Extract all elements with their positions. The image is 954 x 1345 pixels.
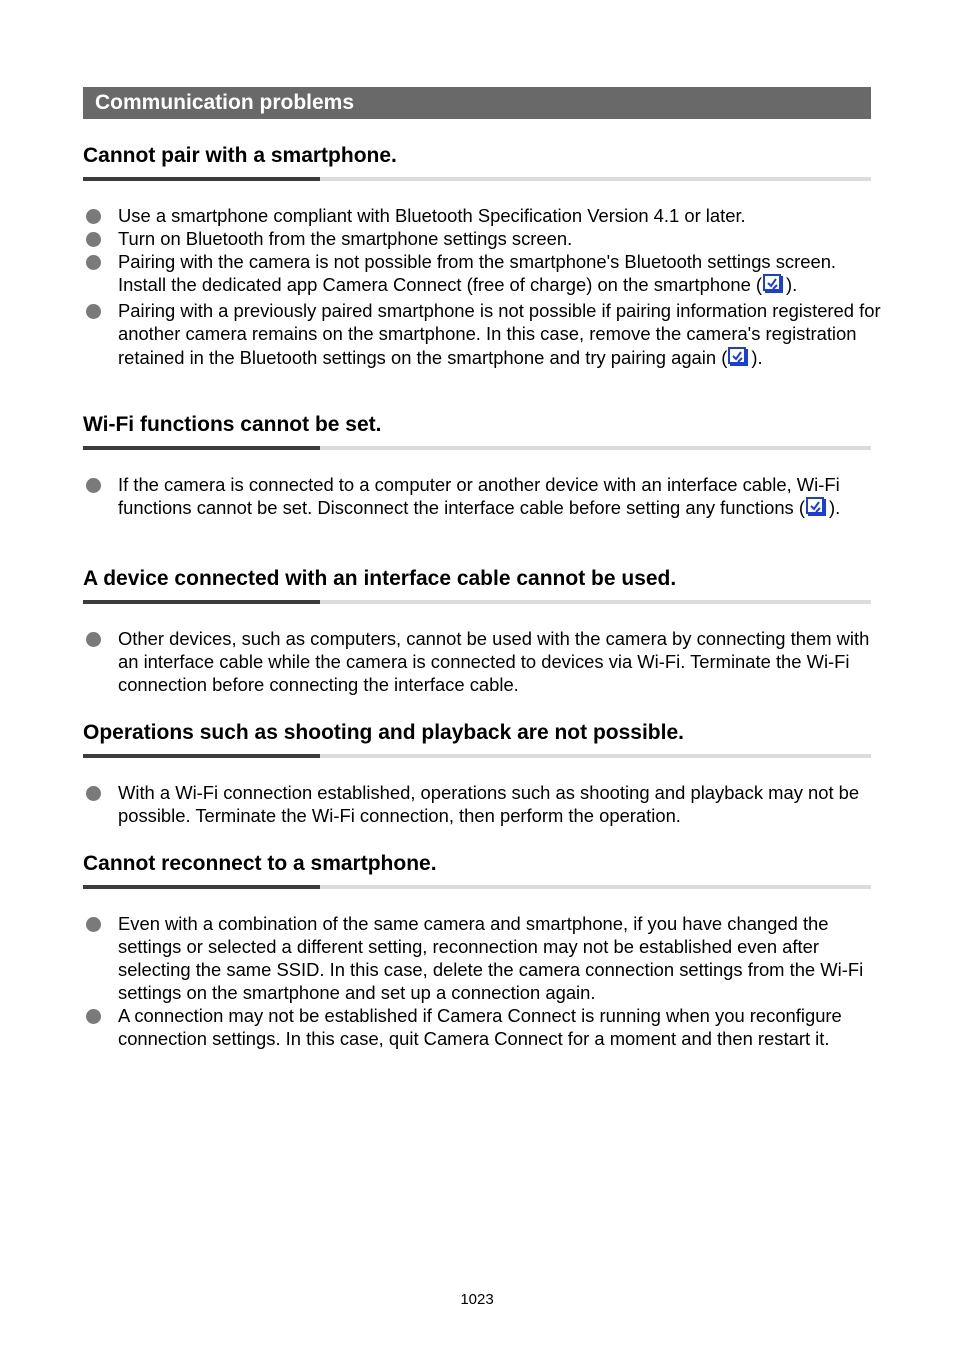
page-link-icon[interactable] [763, 274, 785, 299]
list-item: Even with a combination of the same camera and smartphone, if you have changed the settings or selected a different setting, reconnection may not be established even after selecting the same SSID. In this case, delete the camera connection settings from the Wi-Fi settings on the smartphone and set up a connection again. [83, 912, 883, 1004]
page-link-icon[interactable] [806, 497, 828, 522]
bullet-dot [86, 209, 101, 224]
topic-heading: Cannot pair with a smartphone. [83, 144, 397, 167]
bullet-dot [86, 232, 101, 247]
heading-rule [83, 446, 871, 450]
bullet-dot [86, 632, 101, 647]
bullet-list [83, 781, 883, 827]
list-item: Use a smartphone compliant with Bluetooth Specification Version 4.1 or later. [83, 204, 883, 227]
topic-heading: Cannot reconnect to a smartphone. [83, 852, 437, 875]
list-item: Turn on Bluetooth from the smartphone settings screen. [83, 227, 883, 250]
bullet-dot [86, 786, 101, 801]
list-item: If the camera is connected to a computer or another device with an interface cable, Wi-Fi functions cannot be set. Disconnect the interface cable before setting any functions ( ). [83, 473, 883, 522]
bullet-list [83, 627, 883, 696]
bullet-dot [86, 1009, 101, 1024]
bullet-dot [86, 255, 101, 270]
bullet-dot [86, 304, 101, 319]
list-item: Pairing with the camera is not possible from the smartphone's Bluetooth settings screen. Install the dedicated app Camera Connect (free of charge) on the smartphone ( ). [83, 250, 883, 299]
list-item: Pairing with a previously paired smartphone is not possible if pairing information registered for another camera remains on the smartphone. In this case, remove the camera's registration retained in the Bluetooth settings on the smartphone and try pairing again ( ). [83, 299, 883, 371]
list-item: A connection may not be established if Camera Connect is running when you reconfigure connection settings. In this case, quit Camera Connect for a moment and then restart it. [83, 1004, 883, 1050]
bullet-list [83, 912, 883, 1051]
page-link-icon[interactable] [728, 347, 750, 372]
topic-heading: A device connected with an interface cable cannot be used. [83, 567, 677, 590]
bullet-dot [86, 917, 101, 932]
list-item: Other devices, such as computers, cannot be used with the camera by connecting them with an interface cable while the camera is connected to devices via Wi-Fi. Terminate the Wi-Fi connection before connecting the interface cable. [83, 627, 883, 696]
bullet-dot [86, 478, 101, 493]
heading-rule [83, 754, 871, 758]
section-title-banner: Communication problems [83, 87, 871, 119]
topic-heading: Wi-Fi functions cannot be set. [83, 413, 382, 436]
heading-rule [83, 885, 871, 889]
list-item: With a Wi-Fi connection established, operations such as shooting and playback may not be possible. Terminate the Wi-Fi connection, then perform the operation. [83, 781, 883, 827]
heading-rule [83, 600, 871, 604]
heading-rule [83, 177, 871, 181]
bullet-list [83, 473, 883, 522]
bullet-list [83, 204, 883, 372]
topic-heading: Operations such as shooting and playback are not possible. [83, 721, 684, 744]
page-number: 1023 [460, 1291, 494, 1308]
